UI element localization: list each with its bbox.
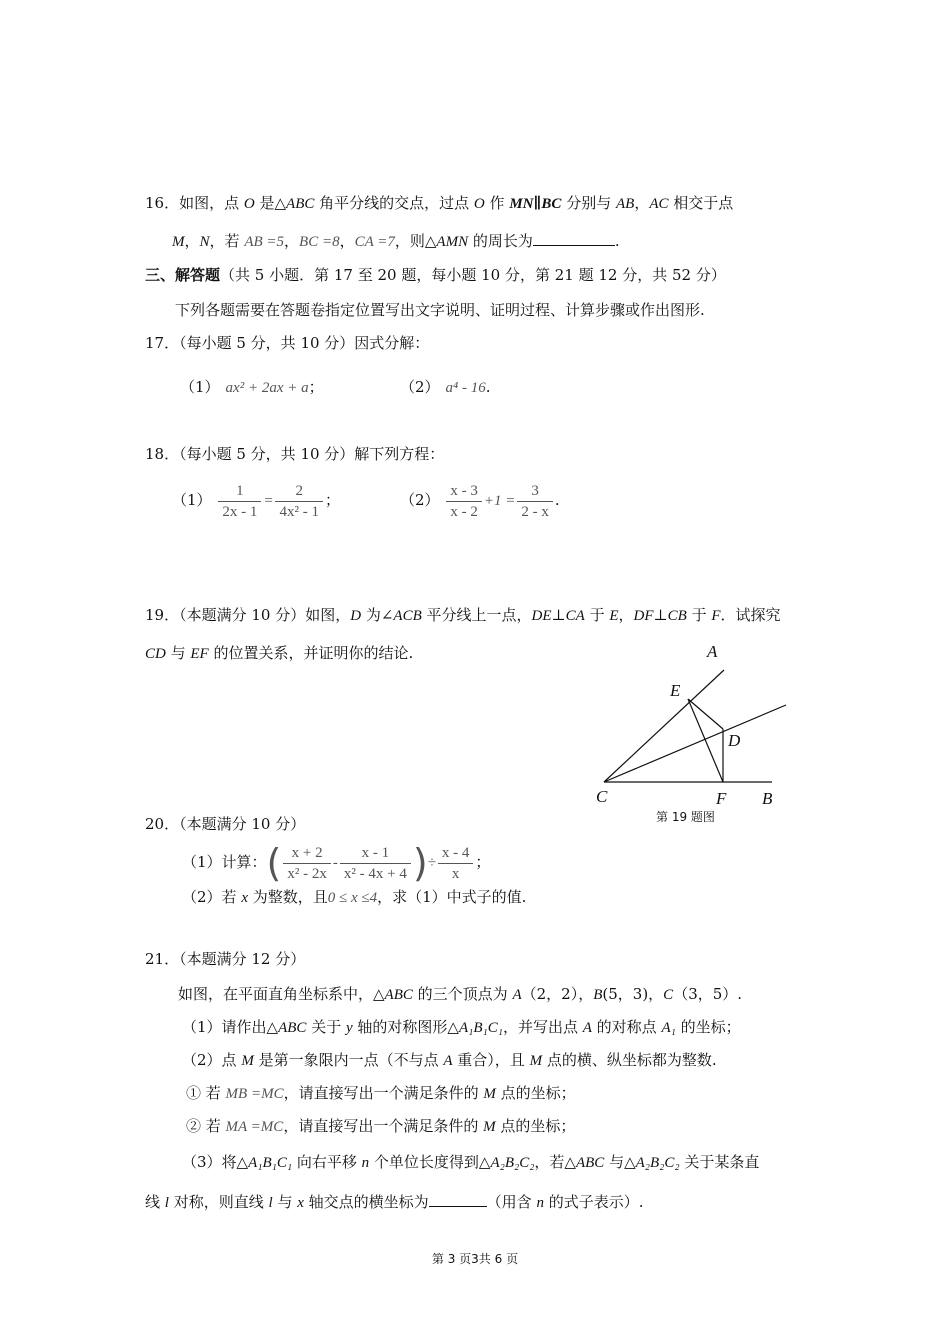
page-footer: 第 3 页3共 6 页 — [431, 1252, 519, 1266]
left-paren: ( — [266, 841, 282, 885]
q16-line1: 16．如图，点 O 是△ABC 角平分线的交点，过点 O 作 MN∥BC 分别与 AB，AC 相交于点 — [145, 194, 734, 212]
q19-line1: 19．（本题满分 10 分）如图，D 为∠ACB 平分线上一点，DE⊥CA 于 E，DF⊥CB 于 F．试探究 — [145, 606, 781, 624]
label-d: D — [728, 731, 741, 750]
q21-number: 21． — [145, 950, 180, 968]
q20-fraction3: $\frac{x - 4}{x}$ — [438, 843, 474, 884]
q21-condition-mb-mc: MB =MC — [225, 1086, 284, 1102]
q16-given-ab: AB =5 — [244, 234, 285, 250]
q18-number: 18． — [145, 445, 180, 463]
q17-number: 17． — [145, 334, 180, 352]
segment-ef — [688, 699, 723, 782]
q21-part1: （1）请作出△ABC 关于 y 轴的对称图形△A₁B₁C₁，并写出点 A 的对称点 A₁ 的坐标； — [182, 1018, 741, 1036]
q18-p1-left-fraction: $\frac{1}{2x - 1}$ — [218, 481, 261, 522]
q19-figure-caption: 第 19 题图 — [656, 810, 715, 824]
q20-part2: （2）若 x 为整数，且0 ≤ x ≤4，求（1）中式子的值. — [182, 888, 527, 906]
q17-stem: 17．（每小题 5 分，共 10 分）因式分解： — [145, 334, 430, 352]
label-b: B — [762, 789, 773, 808]
label-a: A — [707, 642, 718, 661]
q18-p2-left-fraction: $\frac{x - 3}{x - 2}$ — [446, 481, 482, 522]
right-paren: ) — [412, 841, 428, 885]
q18-p2-right-fraction: $\frac{3}{2 - x}$ — [517, 481, 553, 522]
q16-line2: M，N，若 AB =5，BC =8，CA =7，则△AMN 的周长为 . — [172, 229, 620, 252]
q20-fraction1: $\frac{x + 2}{\text{x² - 2x}}$ — [283, 843, 331, 884]
label-c: C — [596, 787, 608, 806]
q17-expr1: ax² + 2ax + a — [225, 380, 309, 396]
q16-given-bc: BC =8 — [299, 234, 340, 250]
q17-expr2: a⁴ - 16 — [445, 380, 486, 396]
q21-stem: 21．（本题满分 12 分） — [145, 950, 306, 968]
q21-condition-ma-mc: MA =MC — [225, 1119, 284, 1135]
section3-heading — [145, 265, 726, 285]
q21-part3-line1: （3）将△A₁B₁C₁ 向右平移 n 个单位长度得到△A₂B₂C₂，若△ABC 与△A₂B₂C₂ 关于某条直 — [182, 1153, 760, 1171]
q21-part2: （2）点 M 是第一象限内一点（不与点 A 重合），且 M 点的横、纵坐标都为整数. — [182, 1051, 717, 1069]
q20-fraction2: $\frac{x - 1}{\text{x² - 4x + 4}}$ — [340, 843, 411, 884]
q17-part1: （1） ax² + 2ax + a； — [180, 378, 324, 396]
q16-answer-blank[interactable] — [533, 229, 615, 246]
q21-part2-a: ① 若 MB =MC，请直接写出一个满足条件的 M 点的坐标； — [186, 1084, 576, 1102]
q19-line2: CD 与 EF 的位置关系，并证明你的结论. — [145, 644, 414, 662]
label-f: F — [716, 789, 727, 808]
q18-stem: 18．（每小题 5 分，共 10 分）解下列方程： — [145, 445, 445, 463]
section3-note: （共 5 小题．第 17 至 20 题，每小题 10 分，第 21 题 12 分，共 52 分） — [220, 266, 726, 284]
q19-number: 19． — [145, 606, 180, 624]
q21-part2-b: ② 若 MA =MC，请直接写出一个满足条件的 M 点的坐标； — [186, 1117, 576, 1135]
q20-part1: （1）计算：( $\frac{x + 2}{\text{x² - 2x}}$ - $\frac{x - 1}{\text{x² - 4x + 4}}$ )÷ $\frac{x - 4}{x}$ ； — [182, 841, 491, 885]
q17-part2: （2） a⁴ - 16. — [400, 378, 491, 396]
q21-answer-blank[interactable] — [429, 1190, 487, 1207]
q20-stem: 20．（本题满分 10 分） — [145, 815, 306, 833]
q18-p1-right-fraction: $\frac{2}{\text{4x² - 1}}$ — [275, 481, 323, 522]
ray-ca — [604, 670, 724, 782]
q21-part3-line2: 线 l 对称，则直线 l 与 x 轴交点的横坐标为 （用含 n 的式子表示）. — [145, 1190, 644, 1213]
q16-given-ca: CA =7 — [354, 234, 395, 250]
q20-number: 20． — [145, 815, 180, 833]
q16-number: 16． — [145, 194, 180, 212]
q21-intro: 如图，在平面直角坐标系中，△ABC 的三个顶点为 A（2，2），B(5，3)，C（3，5）. — [178, 985, 743, 1003]
q20-condition: 0 ≤ x ≤4 — [327, 890, 378, 906]
label-e: E — [670, 681, 681, 700]
q18-part2: （2） $\frac{x - 3}{x - 2}$ +1 = $\frac{3}{2 - x}$ . — [400, 482, 560, 520]
q18-part1: （1） $\frac{1}{2x - 1}$ = $\frac{2}{\text{4x² - 1}}$ ； — [172, 482, 340, 520]
segment-de — [688, 699, 723, 729]
q19-figure — [590, 638, 810, 828]
section3-instruction: 下列各题需要在答题卷指定位置写出文字说明、证明过程、计算步骤或作出图形. — [175, 301, 705, 319]
section3-title: 三、解答题 — [145, 266, 221, 284]
